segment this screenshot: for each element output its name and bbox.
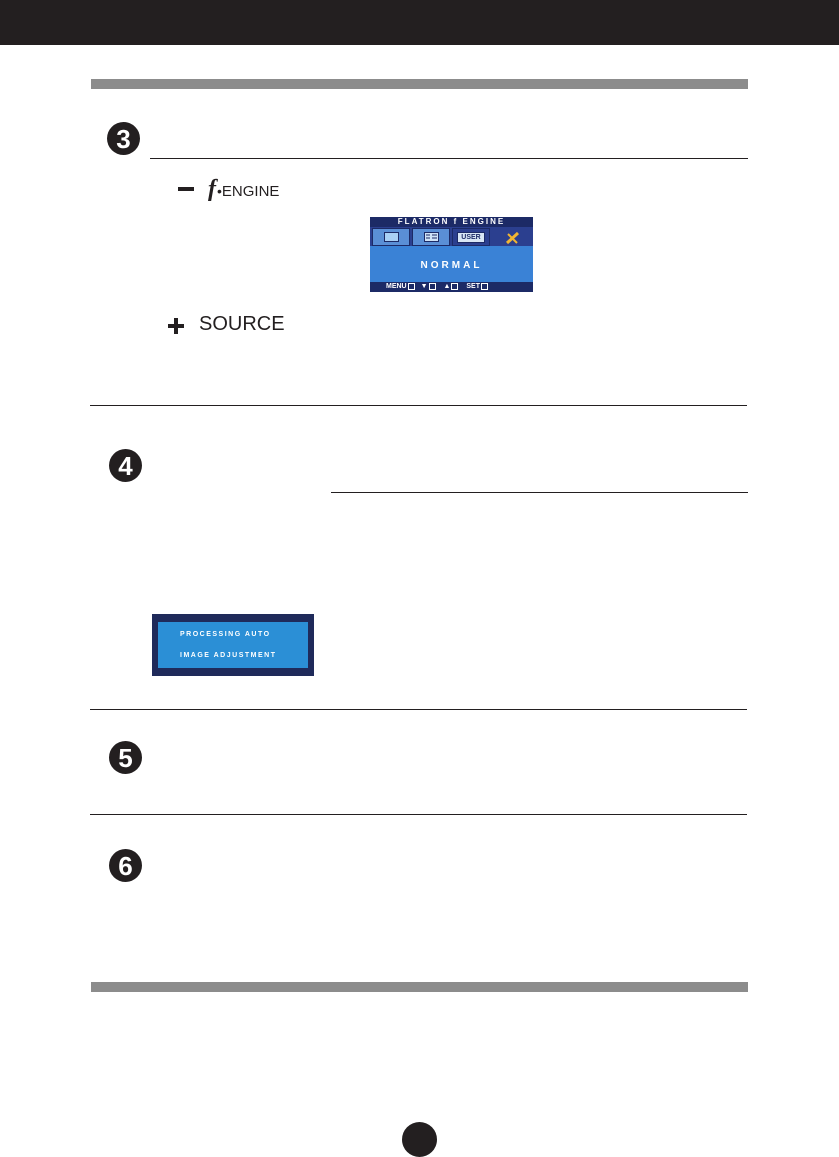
fengine-button-label	[208, 176, 279, 203]
fengine-osd-menu	[370, 217, 533, 292]
processing-line-2: IMAGE ADJUSTMENT	[180, 652, 277, 659]
osd-footer	[370, 282, 533, 292]
section-divider-3	[90, 814, 747, 815]
f-engine-f-glyph: f	[208, 176, 216, 202]
osd-tab-user	[452, 228, 490, 246]
processing-osd	[152, 614, 314, 676]
f-engine-text: ENGINE	[221, 183, 280, 200]
processing-line-1: PROCESSING AUTO	[180, 631, 271, 638]
osd-footer-down: ▼	[420, 283, 428, 290]
processing-osd-panel	[158, 622, 308, 668]
step-4-number: 4	[109, 449, 142, 482]
step-3-underline	[150, 158, 748, 159]
osd-footer-menu: MENU	[386, 283, 407, 290]
osd-footer-set: SET	[466, 283, 480, 290]
plus-button-icon	[174, 318, 178, 334]
step-4-underline	[331, 492, 748, 493]
down-key-icon	[429, 283, 436, 290]
header-bar	[0, 0, 839, 45]
section-top-rule	[91, 79, 748, 89]
set-key-icon	[481, 283, 488, 290]
step-6-number: 6	[109, 849, 142, 882]
osd-tab-monitor	[372, 228, 410, 246]
source-button-label: SOURCE	[199, 313, 285, 335]
section-divider-1	[90, 405, 747, 406]
step-5-number: 5	[109, 741, 142, 774]
user-tab-label: USER	[457, 232, 485, 243]
menu-key-icon	[408, 283, 415, 290]
minus-button-icon	[178, 187, 194, 191]
osd-footer-up: ▲	[443, 283, 451, 290]
osd-title: FLATRON f ENGINE	[370, 217, 533, 227]
tool-icon	[504, 230, 522, 246]
f-engine-dot: •	[217, 183, 222, 199]
step-3-number: 3	[107, 122, 140, 155]
osd-mode-text: NORMAL	[420, 260, 483, 271]
up-key-icon	[451, 283, 458, 290]
osd-tab-text	[412, 228, 450, 246]
page-number-badge	[402, 1122, 437, 1157]
monitor-icon	[384, 232, 399, 242]
text-icon	[424, 232, 439, 242]
section-bottom-rule	[91, 982, 748, 992]
section-divider-2	[90, 709, 747, 710]
